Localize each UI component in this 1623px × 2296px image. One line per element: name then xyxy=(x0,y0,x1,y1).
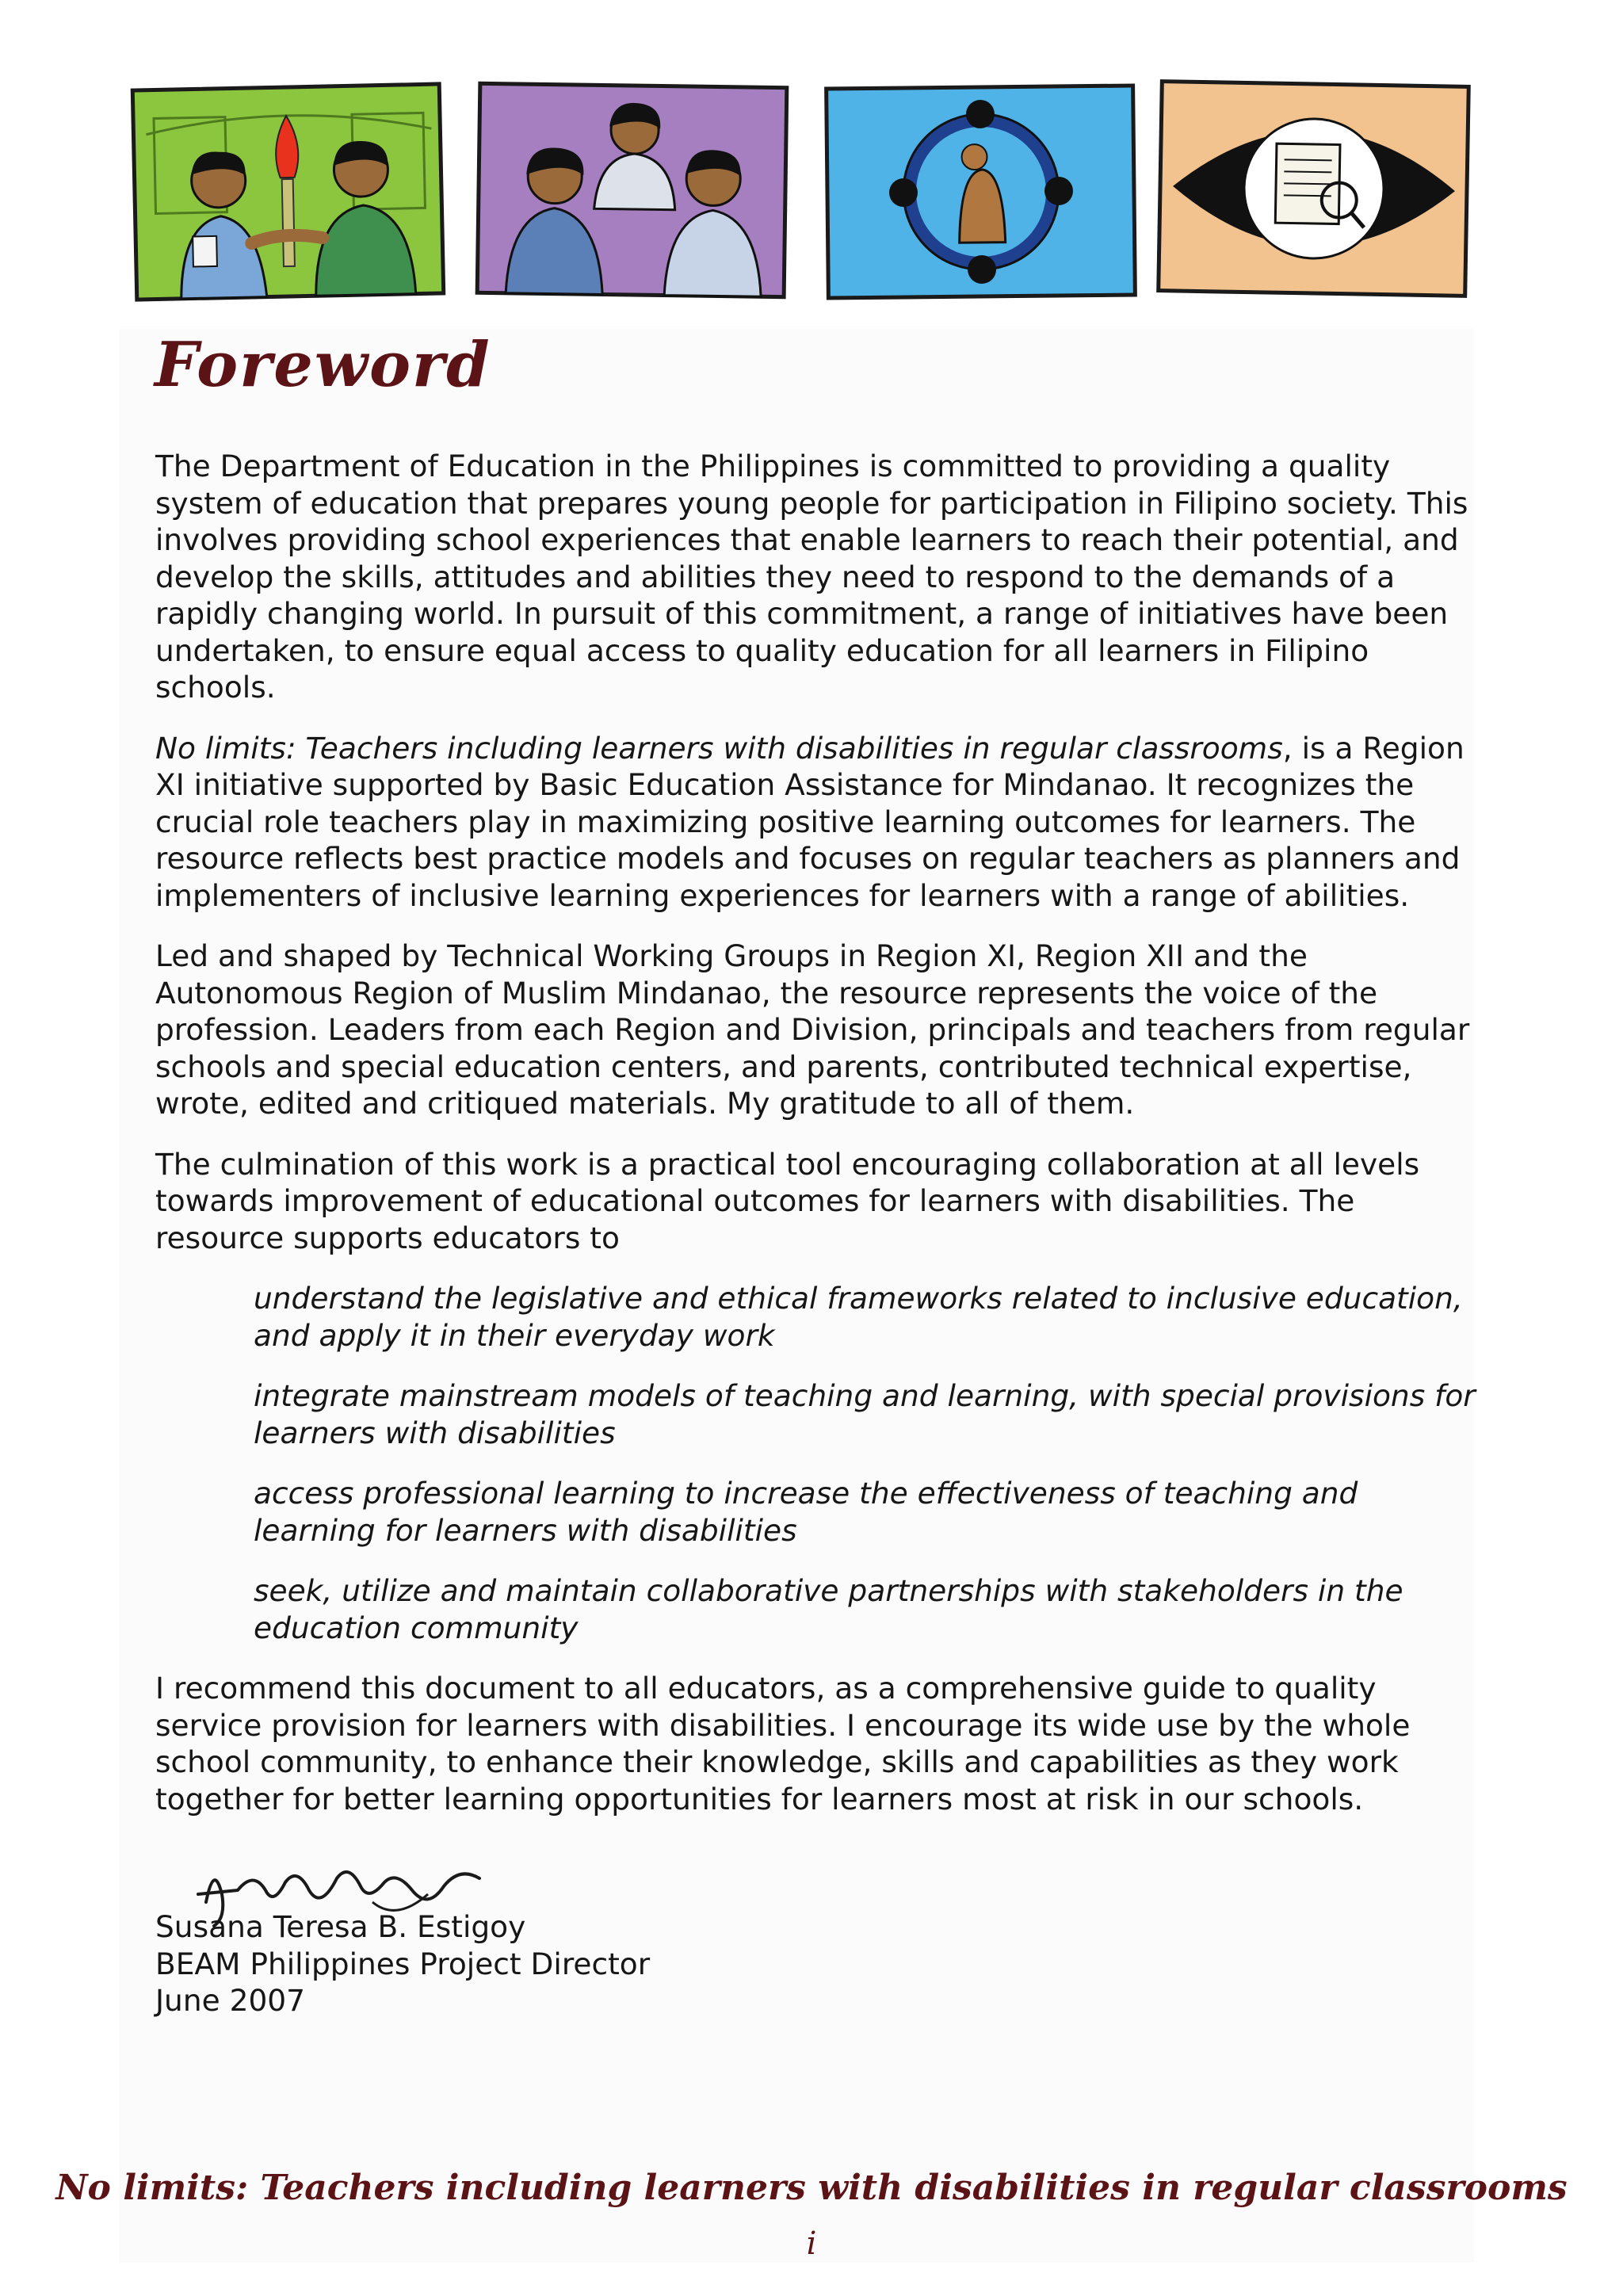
list-item: understand the legislative and ethical frameworks related to inclusive education, and apply it in their everyday work xyxy=(254,1281,1463,1353)
caring-circle-icon xyxy=(823,82,1139,301)
paragraph-2 xyxy=(155,730,1487,915)
supports-list xyxy=(155,1280,1487,1646)
footer-title: No limits: Teachers including learners with disabilities in regular classrooms xyxy=(55,2168,1568,2208)
teachers-group-icon xyxy=(474,80,790,300)
list-item: seek, utilize and maintain collaborative partnerships with stakeholders in the education community xyxy=(254,1573,1403,1645)
paragraph-2-text: , is a Region XI initiative supported by Basic Education Assistance for Mindanao. It recognizes the crucial role teachers play in maximizing positive learning outcomes for learners. The resource reflects best practice models and focuses on regular teachers as planners and implementers of inclusive learning experiences for learners with a range of abilities. xyxy=(155,730,1465,913)
handshake-torch-icon xyxy=(129,81,447,303)
page-number: i xyxy=(806,2225,817,2262)
eye-document-icon xyxy=(1155,78,1472,300)
paragraph-3: Led and shaped by Technical Working Groups in Region XI, Region XII and the Autonomous Region of Muslim Mindanao, the resource represents the voice of the profession. Leaders from each Region and Division, principals and teachers from regular schools and special education centers, and parents, contributed technical expertise, wrote, edited and critiqued materials. My gratitude to all of them. xyxy=(155,938,1470,1121)
list-item: access professional learning to increase the effectiveness of teaching and learning for learners with disabilities xyxy=(254,1476,1358,1548)
paragraph-5: I recommend this document to all educators, as a comprehensive guide to quality service provision for learners with disabilities. I encourage its wide use by the whole school community, to enhance their knowledge, skills and capabilities as they work together for better learning opportunities for learners most at risk in our schools. xyxy=(155,1671,1411,1817)
page-title: Foreword xyxy=(155,329,491,401)
foreword-body xyxy=(155,448,1487,1841)
signatory-role: BEAM Philippines Project Director xyxy=(155,1946,651,1981)
header-illustrations xyxy=(127,79,1482,309)
signatory-date: June 2007 xyxy=(155,1983,306,2018)
list-item: integrate mainstream models of teaching and learning, with special provisions for learners with disabilities xyxy=(254,1378,1476,1450)
signatory-name: Susana Teresa B. Estigoy xyxy=(155,1909,526,1944)
signatory-block xyxy=(155,1908,650,2019)
paragraph-1: The Department of Education in the Philippines is committed to providing a quality system of education that prepares young people for participation in Filipino society. This involves providing school experiences that enable learners to reach their potential, and develop the skills, attitudes and abilities they need to respond to the demands of a rapidly changing world. In pursuit of this commitment, a range of initiatives have been undertaken, to ensure equal access to quality education for all learners in Filipino schools. xyxy=(155,449,1468,705)
resource-title: No limits: Teachers including learners with disabilities in regular classrooms xyxy=(155,730,1283,766)
paragraph-4: The culmination of this work is a practical tool encouraging collaboration at all levels towards improvement of educational outcomes for learners with disabilities. The resource supports educators to xyxy=(155,1146,1420,1255)
